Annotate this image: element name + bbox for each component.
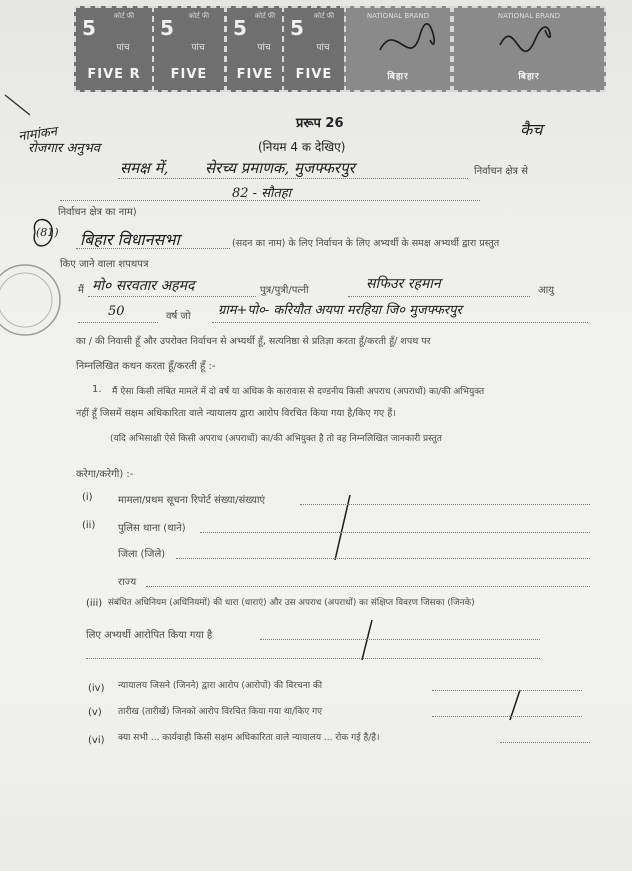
years-label: वर्ष जो	[166, 311, 191, 322]
clause-text: मैं ऐसा किसी लंबित मामले में दो वर्ष या अधिक के कारावास से दण्डनीय किसी अपराध (अपराधों) का/की अभियुक्त	[112, 387, 485, 397]
stamp-header: कोर्ट फी	[313, 12, 335, 20]
fill-line	[88, 296, 256, 297]
stamp-header: कोर्ट फी	[188, 12, 210, 20]
form-subtitle: (नियम 4 क देखिए)	[258, 140, 346, 154]
stamp-number: 5	[233, 16, 247, 40]
item-number: (i)	[82, 492, 93, 503]
fill-line	[146, 586, 590, 587]
cross-out-stroke	[362, 620, 372, 660]
age-value: 50	[108, 304, 125, 319]
stamp-value: FIVE R	[87, 67, 141, 82]
fill-line	[432, 716, 582, 717]
stamp-value: बिहार	[387, 72, 409, 82]
stamp-text: पांच	[257, 43, 271, 53]
resident-line: का / की निवासी हूँ और उपरोक्त निर्वाचन से अभ्यर्थी हूँ, सत्यनिष्ठा से प्रतिज्ञा करता हूँ/करती हूँ/ शपथ पर	[76, 336, 431, 347]
address-value: ग्राम+पो०- करियौत अयपा मरहिया जि० मुजफ्फरपुर	[218, 303, 462, 318]
form-title: प्ररूप 26	[296, 116, 344, 131]
stamp-signature	[500, 27, 550, 51]
constituency-label: निर्वाचन क्षेत्र से	[474, 166, 528, 177]
item-label: जिला (जिले)	[118, 549, 166, 560]
stamp-text: पांच	[191, 43, 205, 53]
fill-line	[60, 200, 480, 201]
father-name: सफिउर रहमान	[366, 276, 441, 292]
fill-line	[500, 742, 590, 743]
stamp-number: 5	[82, 16, 96, 40]
house-name: बिहार विधानसभा	[80, 230, 180, 249]
clause-number: 1.	[92, 384, 102, 395]
item-label: पुलिस थाना (थाने)	[118, 523, 186, 534]
addressee-prefix: समक्ष में,	[120, 159, 169, 177]
item-label: राज्य	[118, 577, 137, 588]
item-label: तारीख (तारीखें) जिनको आरोप विरचित किया गया था/किए गए	[118, 707, 323, 717]
clause-text: नहीं हूँ जिसमें सक्षम अधिकारिता वाले न्यायालय द्वारा आरोप विरचित किया गया है/किए गए हैं।	[76, 408, 396, 419]
fill-line	[260, 639, 540, 640]
margin-note: रोजगार अनुभव	[28, 141, 100, 156]
stamp-header: NATIONAL BRAND	[366, 12, 430, 20]
item-label: न्यायालय जिसने (जिनने) द्वारा आरोप (आरोपों) की विरचना की	[118, 681, 323, 691]
stamp-signature	[380, 24, 434, 50]
affidavit-label: किए जाने वाला शपथपत्र	[60, 259, 149, 270]
item-number: (v)	[88, 707, 102, 718]
fill-line	[348, 296, 530, 297]
stamp-number: 5	[160, 16, 174, 40]
clause-text: (यदि अभिसाक्षी ऐसे किसी अपराध (अपराधों) का/की अभियुक्त है तो वह निम्नलिखित जानकारी प्रस्तुत	[110, 434, 442, 444]
fill-line	[432, 690, 582, 691]
stamp-number: 5	[290, 16, 304, 40]
returning-officer: सेरच्य प्रमाणक, मुजफ्फरपुर	[205, 159, 355, 177]
fill-line	[200, 532, 590, 533]
age-label: आयु	[538, 285, 555, 296]
relation-label: पुत्र/पुत्री/पत्नी	[260, 285, 309, 296]
pen-stroke	[5, 95, 30, 115]
house-label: (सदन का नाम) के लिए निर्वाचन के लिए अभ्यर्थी के समक्ष अभ्यर्थी द्वारा प्रस्तुत	[232, 238, 500, 249]
deponent-name: मो० सरवतार अहमद	[92, 278, 195, 294]
stamp-value: FIVE	[236, 67, 274, 82]
stamp-header: कोर्ट फी	[113, 12, 135, 20]
stamp-text: पांच	[116, 43, 130, 53]
item-number: (ii)	[82, 520, 96, 531]
main-prefix: मैं	[78, 285, 84, 296]
circled-number: (81)	[36, 226, 59, 239]
constituency-value: 82 - सौतहा	[232, 186, 292, 201]
fill-line	[118, 178, 468, 179]
item-number: (vi)	[88, 735, 105, 746]
clause-text: करेगा/करेगी) :-	[76, 469, 134, 480]
item-number: (iii)	[86, 598, 103, 609]
stamp-value: FIVE	[295, 67, 333, 82]
seal-stamp	[0, 273, 52, 327]
stamp-value: FIVE	[170, 67, 208, 82]
item-label: मामला/प्रथम सूचना रिपोर्ट संख्या/संख्याएं	[118, 495, 266, 506]
fill-line	[300, 504, 590, 505]
stamp-header: NATIONAL BRAND	[497, 12, 561, 20]
item-label: संबंधित अधिनियम (अधिनियमों) की धारा (धाराएं) और उस अपराध (अपराधों) का संक्षिप्त विवरण जिसका (जिनके)	[108, 598, 475, 608]
fill-line	[212, 322, 588, 323]
margin-note: नामांकन	[17, 124, 59, 145]
seal-stamp	[0, 265, 60, 335]
margin-note: कैच	[520, 120, 543, 139]
item-number: (iv)	[88, 683, 105, 694]
fill-line	[76, 248, 230, 249]
fill-line	[86, 658, 540, 659]
stamp-value: बिहार	[518, 72, 540, 82]
item-label: लिए अभ्यर्थी आरोपित किया गया है	[86, 630, 213, 641]
statement-line: निम्नलिखित कथन करता हूँ/करती हूँ :-	[76, 361, 216, 372]
stamp-text: पांच	[316, 43, 330, 53]
fill-line	[78, 322, 158, 323]
stamp-header: कोर्ट फी	[254, 12, 276, 20]
item-label: क्या सभी ... कार्यवाही किसी सक्षम अधिकारिता वाले न्यायालय ... रोक गई है/है।	[118, 733, 380, 743]
fill-line	[176, 558, 590, 559]
constituency-name-label: निर्वाचन क्षेत्र का नाम)	[58, 207, 137, 218]
